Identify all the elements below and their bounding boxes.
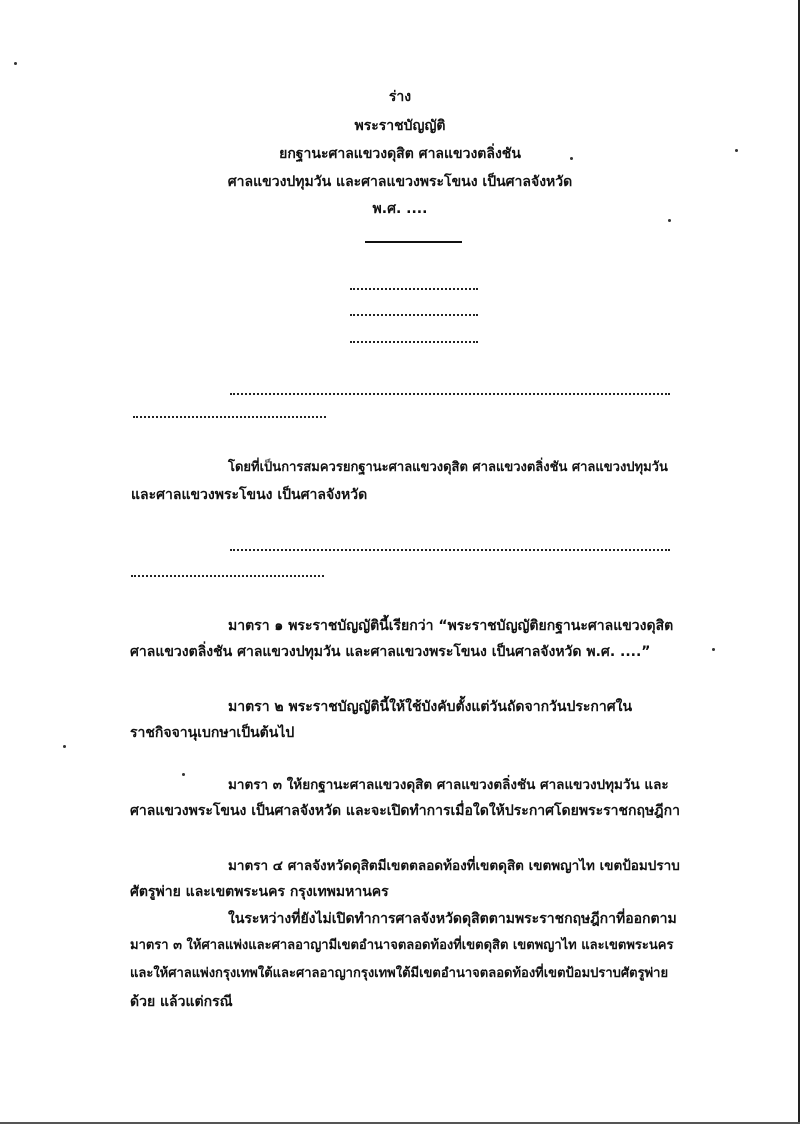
title-line-1: ยกฐานะศาลแขวงดุสิต ศาลแขวงตลิ่งชัน: [279, 146, 521, 162]
section-4-line-6: ด้วย แล้วแต่กรณี: [130, 994, 233, 1010]
section-3-line-2: ศาลแขวงพระโขนง เป็นศาลจังหวัด และจะเปิดทำการเมื่อใดให้ประกาศโดยพระราชกฤษฎีกา: [130, 803, 680, 819]
scan-speck: [14, 62, 17, 65]
blank-dotted-line: [131, 575, 324, 577]
scan-speck: [668, 219, 671, 222]
blank-dotted-line: [133, 416, 326, 418]
blank-dotted-line: [350, 314, 478, 316]
section-4-line-5: และให้ศาลแพ่งกรุงเทพใต้และศาลอาญากรุงเทพใต้มีเขตอำนาจตลอดท้องที่เขตป้อมปราบศัตรูพ่าย: [130, 966, 669, 981]
draft-label: ร่าง: [388, 89, 412, 105]
blank-dotted-line: [230, 393, 670, 395]
act-label: พระราชบัญญัติ: [354, 118, 446, 134]
scan-speck: [182, 773, 185, 776]
blank-dotted-line: [230, 549, 670, 551]
section-3-line-1: มาตรา ๓ ให้ยกฐานะศาลแขวงดุสิต ศาลแขวงตลิ่งชัน ศาลแขวงปทุมวัน และ: [228, 777, 669, 793]
section-2-line-1: มาตรา ๒ พระราชบัญญัตินี้ให้ใช้บังคับตั้งแต่วันถัดจากวันประกาศใน: [228, 699, 633, 715]
section-4-line-3: ในระหว่างที่ยังไม่เปิดทำการศาลจังหวัดดุสิตตามพระราชกฤษฎีกาที่ออกตาม: [228, 911, 677, 927]
section-4-line-4: มาตรา ๓ ให้ศาลแพ่งและศาลอาญามีเขตอำนาจตลอดท้องที่เขตดุสิต เขตพญาไท และเขตพระนคร: [130, 938, 674, 953]
scan-speck: [712, 648, 715, 651]
section-2-line-2: ราชกิจจานุเบกษาเป็นต้นไป: [130, 725, 295, 741]
blank-dotted-line: [350, 288, 478, 290]
scan-speck: [63, 745, 66, 748]
year-line: พ.ศ. ....: [372, 201, 428, 217]
blank-dotted-line: [350, 341, 478, 343]
preamble-line-2: และศาลแขวงพระโขนง เป็นศาลจังหวัด: [131, 487, 368, 503]
section-1-line-1: มาตรา ๑ พระราชบัญญัตินี้เรียกว่า “พระราชบัญญัติยกฐานะศาลแขวงดุสิต: [228, 618, 674, 634]
title-line-2: ศาลแขวงปทุมวัน และศาลแขวงพระโขนง เป็นศาลจังหวัด: [227, 174, 573, 190]
preamble-line-1: โดยที่เป็นการสมควรยกฐานะศาลแขวงดุสิต ศาลแขวงตลิ่งชัน ศาลแขวงปทุมวัน: [228, 460, 668, 475]
section-4-line-2: ศัตรูพ่าย และเขตพระนคร กรุงเทพมหานคร: [130, 884, 389, 900]
section-4-line-1: มาตรา ๔ ศาลจังหวัดดุสิตมีเขตตลอดท้องที่เขตดุสิต เขตพญาไท เขตป้อมปราบ: [228, 858, 680, 874]
section-1-line-2: ศาลแขวงตลิ่งชัน ศาลแขวงปทุมวัน และศาลแขวงพระโขนง เป็นศาลจังหวัด พ.ศ. ....”: [130, 644, 651, 660]
title-underline: [365, 241, 462, 243]
